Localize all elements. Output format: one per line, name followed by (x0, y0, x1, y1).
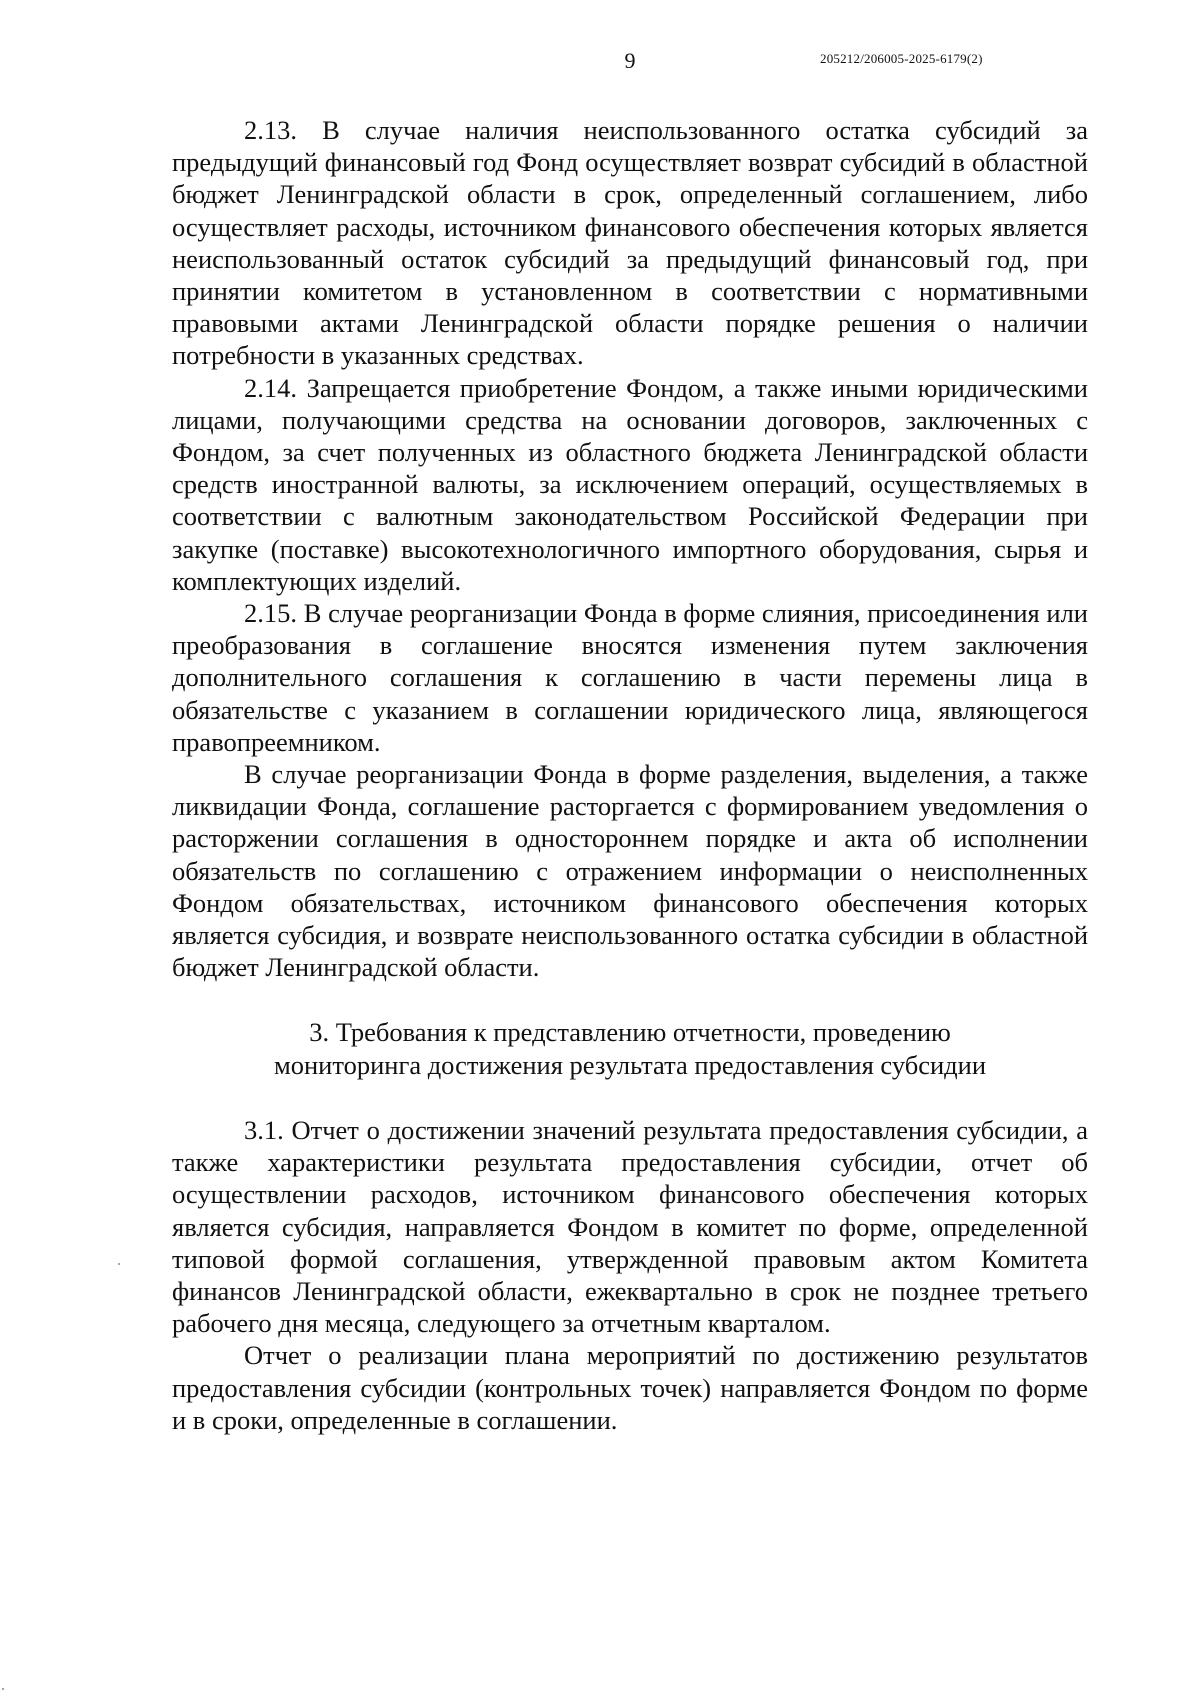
scan-speck (118, 1263, 120, 1265)
paragraph-2-15-continued: В случае реорганизации Фонда в форме разделения, выделения, а также ликвидации Фонда, соглашение расторгается с формированием уведомления о расторжении соглашения в одностороннем порядке и акта об исполнении обязательств по соглашению с отражением информации о неисполненных Фондом обязательствах, источником финансового обеспечения которых является субсидия, и возврате неиспользованного остатка субсидии в областной бюджет Ленинградской области. (172, 759, 1088, 983)
document-id: 205212/206005-2025-6179(2) (820, 51, 983, 66)
paragraph-2-15: 2.15. В случае реорганизации Фонда в форме слияния, присоединения или преобразования в соглашение вносятся изменения путем заключения дополнительного соглашения к соглашению в части перемены лица в обязательстве с указанием в соглашении юридического лица, являющегося правопреемником. (172, 598, 1088, 757)
paragraph-3-1: 3.1. Отчет о достижении значений результата предоставления субсидии, а также характеристики результата предоставления субсидии, отчет об осуществлении расходов, источником финансового обеспечения которых является субсидия, направляется Фондом в комитет по форме, определенной типовой формой соглашения, утвержденной правовым актом Комитета финансов Ленинградской области, ежеквартально в срок не позднее третьего рабочего дня месяца, следующего за отчетным кварталом. (172, 1114, 1088, 1339)
section-3-heading-line-2: мониторинга достижения результата предоставления субсидии (273, 1049, 987, 1080)
paragraph-3-1-continued: Отчет о реализации плана мероприятий по достижению результатов предоставления субсидии (контрольных точек) направляется Фондом по форме и в сроки, определенные в соглашении. (172, 1340, 1088, 1435)
section-3-heading-line-1: 3. Требования к представлению отчетности, проведению (309, 1017, 951, 1048)
paragraph-2-14: 2.14. Запрещается приобретение Фондом, а также иными юридическими лицами, получающими средства на основании договоров, заключенных с Фондом, за счет полученных из областного бюджета Ленинградской области средств иностранной валюты, за исключением операций, осуществляемых в соответствии с валютным законодательством Российской Федерации при закупке (поставке) высокотехнологичного импортного оборудования, сырья и комплектующих изделий. (172, 372, 1088, 596)
section-3-heading (172, 1016, 1088, 1080)
document-body (172, 114, 1088, 1436)
scan-speck (2, 1688, 4, 1690)
paragraph-2-13: 2.13. В случае наличия неиспользованного остатка субсидий за предыдущий финансовый год Фонд осуществляет возврат субсидий в областной бюджет Ленинградской области в срок, определенный соглашением, либо осуществляет расходы, источником финансового обеспечения которых является неиспользованный остаток субсидий за предыдущий финансовый год, при принятии комитетом в установленном в соответствии с нормативными правовыми актами Ленинградской области порядке решения о наличии потребности в указанных средствах. (172, 115, 1088, 371)
page-number: 9 (624, 48, 636, 73)
